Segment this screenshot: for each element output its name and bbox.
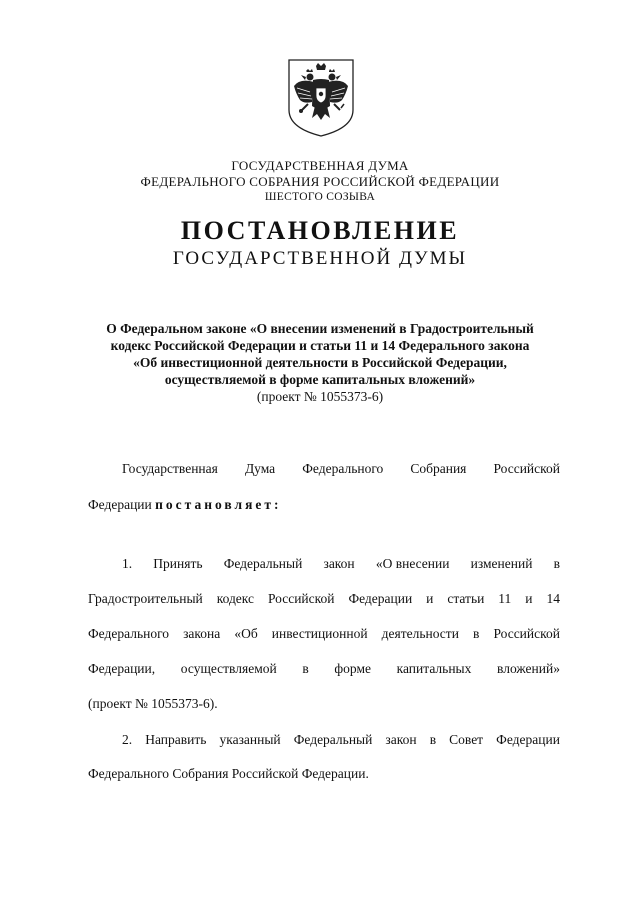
item1-word: Федерации	[348, 591, 413, 606]
item1-word: 1.	[122, 556, 133, 571]
header-line-3: ШЕСТОГО СОЗЫВА	[264, 191, 376, 203]
preamble-decree-word: постановляет:	[155, 497, 282, 512]
header-line-1: ГОСУДАРСТВЕННАЯ ДУМА	[231, 158, 409, 173]
item1-word: и	[525, 591, 533, 606]
item1-word: Принять	[153, 556, 203, 571]
item1-word: форме	[334, 661, 371, 676]
preamble-word: Дума	[244, 461, 276, 476]
item1-word: Градостроительный	[88, 591, 203, 606]
preamble-line-1	[122, 461, 560, 477]
project-number: (проект № 1055373-6)	[256, 389, 384, 404]
coat-of-arms-emblem	[286, 58, 356, 138]
item1-line-1	[122, 556, 560, 572]
item2-line-2: Федерального Собрания Российской Федерации.	[88, 766, 369, 781]
item2-word: Федеральный	[293, 732, 373, 747]
item1-word: «Об	[234, 626, 258, 641]
preamble-line-2	[88, 497, 282, 513]
document-subtitle: ГОСУДАРСТВЕННОЙ ДУМЫ	[172, 248, 468, 269]
item1-word: изменений	[470, 556, 533, 571]
item1-word: в	[302, 661, 309, 676]
subject-line-3: «Об инвестиционной деятельности в Российской Федерации,	[133, 355, 507, 370]
item1-word: «О внесении	[375, 556, 450, 571]
item1-word: закон	[323, 556, 355, 571]
item1-word: инвестиционной	[271, 626, 368, 641]
header-line-2: ФЕДЕРАЛЬНОГО СОБРАНИЯ РОССИЙСКОЙ ФЕДЕРАЦИИ	[140, 174, 500, 189]
preamble-text: Федерации	[88, 497, 152, 512]
item1-word: капитальных	[396, 661, 472, 676]
preamble-word: Государственная	[122, 461, 218, 476]
item1-word: 11	[498, 591, 512, 606]
item2-word: Федерации	[496, 732, 560, 747]
item1-word: вложений»	[497, 661, 560, 676]
item2-word: Направить	[145, 732, 207, 747]
item1-word: кодекс	[216, 591, 255, 606]
preamble-word: Собрания	[410, 461, 467, 476]
item1-word: статьи	[447, 591, 485, 606]
subject-line-2: кодекс Российской Федерации и статьи 11 и 14 Федерального закона	[110, 338, 530, 353]
subject-line-4: осуществляемой в форме капитальных вложений»	[164, 372, 476, 387]
item1-word: в	[553, 556, 560, 571]
item1-word: 14	[546, 591, 560, 606]
preamble-word: Российской	[493, 461, 560, 476]
subject-line-1: О Федеральном законе «О внесении изменений в Градостроительный	[106, 321, 534, 336]
item1-line-5: (проект № 1055373-6).	[88, 696, 218, 711]
item2-word: в	[429, 732, 437, 747]
item1-word: деятельности	[381, 626, 459, 641]
item2-line-1	[122, 732, 560, 748]
document-title: ПОСТАНОВЛЕНИЕ	[180, 216, 460, 245]
item1-line-3	[88, 626, 560, 642]
item1-word: Федерального	[88, 626, 170, 641]
item1-word: осуществляемой	[180, 661, 277, 676]
item1-word: Российской	[493, 626, 560, 641]
double-headed-eagle-icon	[286, 58, 356, 138]
item1-word: закона	[183, 626, 221, 641]
item1-word: Российской	[267, 591, 335, 606]
item1-line-2	[88, 591, 560, 607]
item1-word: Федеральный	[223, 556, 303, 571]
item1-word: Федерации,	[88, 661, 156, 676]
item2-word: 2.	[122, 732, 133, 747]
preamble-word: Федерального	[302, 461, 384, 476]
item1-line-4	[88, 661, 560, 677]
item1-word: и	[426, 591, 434, 606]
item2-word: Совет	[449, 732, 484, 747]
item2-word: указанный	[219, 732, 281, 747]
item1-word: в	[473, 626, 480, 641]
item2-word: закон	[385, 732, 417, 747]
